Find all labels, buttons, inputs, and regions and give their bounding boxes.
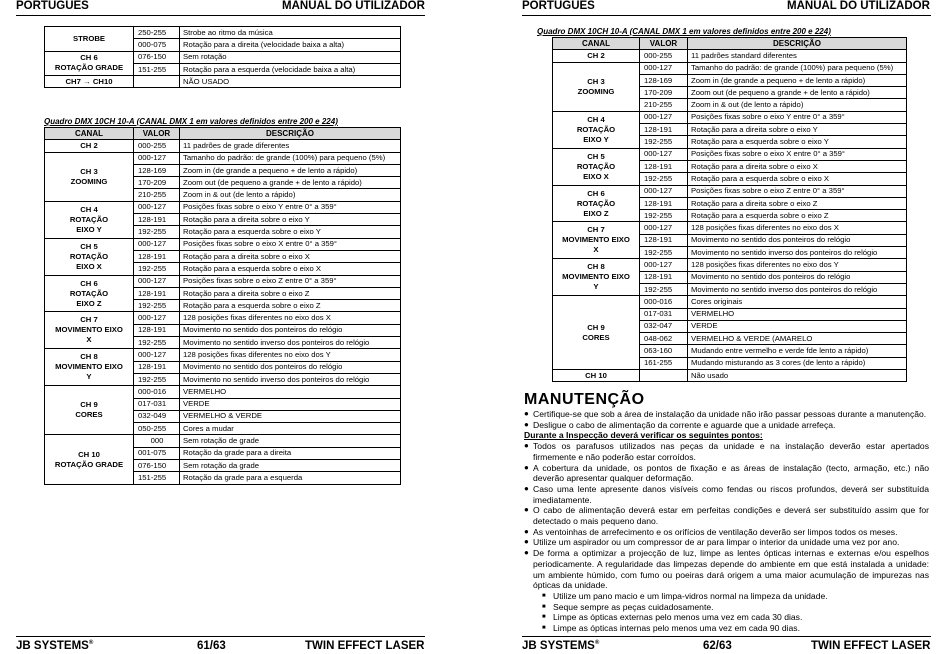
description-cell: Rotação para a esquerda sobre o eixo Y <box>180 226 401 238</box>
description-cell: VERMELHO & VERDE (AMARELO <box>688 333 907 345</box>
value-cell: 000-127 <box>134 152 180 164</box>
description-cell: 11 padrões standard diferentes <box>688 50 907 62</box>
channel-cell: CH 3 ZOOMING <box>553 62 640 111</box>
description-cell: 128 posições fixas diferentes no eixo dos Y <box>180 349 401 361</box>
description-cell: Rotação da grade para a esquerda <box>180 472 401 484</box>
description-cell: Rotação para a direita sobre o eixo X <box>688 160 907 172</box>
value-cell: 001-075 <box>134 447 180 459</box>
channel-cell: CH 8 MOVIMENTO EIXO Y <box>45 349 134 386</box>
footer-page-number: 61/63 <box>197 640 226 652</box>
description-cell: Rotação para a direita sobre o eixo Z <box>180 287 401 299</box>
channel-cell: CH 5 ROTAÇÃO EIXO X <box>553 148 640 185</box>
value-cell: 000-255 <box>134 140 180 152</box>
description-cell: Não usado <box>688 370 907 382</box>
table-row <box>45 275 401 287</box>
dmx-table <box>44 127 401 485</box>
header-manual: MANUAL DO UTILIZADOR <box>282 0 425 12</box>
value-cell: 063-160 <box>640 345 688 357</box>
table-row <box>45 152 401 164</box>
bullet-icon: ■ <box>542 603 546 610</box>
description-cell: Rotação para a direita sobre o eixo Y <box>180 214 401 226</box>
channel-cell: CH 6 ROTAÇÃO EIXO Z <box>553 185 640 222</box>
value-cell: 192-255 <box>134 226 180 238</box>
column-header: DESCRIÇÃO <box>180 128 401 140</box>
description-cell: Sem rotação da grade <box>180 460 401 472</box>
column-header: VALOR <box>134 128 180 140</box>
value-cell: 000-127 <box>640 111 688 123</box>
table-row <box>553 370 907 382</box>
bullet-icon: ● <box>524 441 529 451</box>
description-cell: Rotação para a esquerda sobre o eixo Z <box>180 300 401 312</box>
description-cell: Rotação para a direita sobre o eixo Z <box>688 197 907 209</box>
value-cell: 000-255 <box>640 50 688 62</box>
bullet-icon: ● <box>524 526 529 536</box>
list-item-text: Caso uma lente apresente danos visíveis como fendas ou riscos profundos, deverá ser substituída imediatamente. <box>533 483 929 505</box>
list-item-text: De forma a optimizar a projecção de luz, limpe as lentes ópticas internas e externas e/ou espelhos periodicamente. A regularidade das limpezas depende do ambiente em que está instalada a unidade: um ambiente húmido, com fumo ou poeiras dará origem a uma maior acumulação de impurezas nas ópticas da unidade. <box>533 548 929 591</box>
channel-cell: CH 9 CORES <box>45 386 134 435</box>
value-cell: 128-191 <box>134 324 180 336</box>
value-cell: 000-127 <box>640 185 688 197</box>
list-item-text: Limpe as ópticas externas pelo menos uma vez em cada 30 dias. <box>553 612 803 623</box>
table-row <box>45 76 401 88</box>
description-cell: Cores a mudar <box>180 423 401 435</box>
description-cell: Rotação para a esquerda sobre o eixo X <box>688 173 907 185</box>
value-cell: 192-255 <box>640 173 688 185</box>
table-row <box>553 148 907 160</box>
channel-cell: CH 9 CORES <box>553 296 640 370</box>
dmx-table <box>552 37 907 382</box>
header-rule <box>16 15 425 16</box>
description-cell: Zoom in & out (de lento a rápido) <box>180 189 401 201</box>
table-caption: Quadro DMX 10CH 10-A (CANAL DMX 1 em valores definidos entre 200 e 224) <box>537 27 831 36</box>
value-cell: 192-255 <box>134 300 180 312</box>
list-item <box>524 409 929 420</box>
value-cell: 000-127 <box>640 222 688 234</box>
description-cell: Posições fixas sobre o eixo Y entre 0° a 359° <box>180 201 401 213</box>
value-cell: 000-075 <box>134 39 180 51</box>
description-cell: Sem rotação <box>180 51 401 63</box>
description-cell: VERMELHO <box>688 308 907 320</box>
channel-cell: CH 2 <box>45 140 134 152</box>
value-cell: 128-191 <box>640 271 688 283</box>
value-cell: 128-191 <box>640 197 688 209</box>
maintenance-title: MANUTENÇÃO <box>524 391 645 408</box>
description-cell: Zoom in (de grande a pequeno + de lento a rápido) <box>688 74 907 86</box>
list-item <box>524 505 929 526</box>
value-cell: 192-255 <box>640 247 688 259</box>
footer-product: TWIN EFFECT LASER <box>305 640 425 652</box>
table-caption: Quadro DMX 10CH 10-A (CANAL DMX 1 em valores definidos entre 200 e 224) <box>44 117 338 126</box>
table-row <box>553 111 907 123</box>
list-item-text: Limpe as ópticas internas pelo menos uma vez em cada 90 dias. <box>553 623 800 634</box>
table-row <box>45 386 401 398</box>
bullet-icon: ■ <box>542 592 546 599</box>
value-cell: 000-127 <box>134 238 180 250</box>
description-cell: Posições fixas sobre o eixo X entre 0° a 359° <box>688 148 907 160</box>
channel-cell: CH 10 <box>553 370 640 382</box>
description-cell: VERMELHO & VERDE <box>180 410 401 422</box>
table-header-row <box>45 128 401 140</box>
description-cell: Posições fixas sobre o eixo Z entre 0° a 359° <box>688 185 907 197</box>
list-item-text: Todos os parafusos utilizados nas peças da unidade e na instalação deverão estar apertados firmemente e não poderão estar corroídos. <box>533 441 929 462</box>
footer-brand: JB SYSTEMS® <box>16 640 94 652</box>
description-cell: 128 posições fixas diferentes no eixo dos Y <box>688 259 907 271</box>
footer-rule <box>522 636 931 637</box>
description-cell: Sem rotação de grade <box>180 435 401 447</box>
list-item <box>524 548 929 591</box>
bullet-icon: ● <box>524 483 529 493</box>
table-row <box>553 222 907 234</box>
list-item <box>524 463 929 484</box>
description-cell: Rotação para a direita sobre o eixo X <box>180 250 401 262</box>
list-item-text: Desligue o cabo de alimentação da corrente e aguarde que a unidade arrefeça. <box>533 419 836 430</box>
list-item <box>524 484 929 505</box>
value-cell: 128-191 <box>640 234 688 246</box>
sub-list-item <box>524 612 929 623</box>
value-cell: 000-127 <box>134 349 180 361</box>
description-cell: Strobe ao ritmo da música <box>180 27 401 39</box>
description-cell: 128 posições fixas diferentes no eixo dos X <box>180 312 401 324</box>
value-cell: 050-255 <box>134 423 180 435</box>
value-cell <box>134 76 180 88</box>
column-header: VALOR <box>640 38 688 50</box>
description-cell: Tamanho do padrão: de grande (100%) para pequeno (5%) <box>180 152 401 164</box>
footer-product: TWIN EFFECT LASER <box>811 640 931 652</box>
channel-cell: CH 10 ROTAÇÃO GRADE <box>45 435 134 484</box>
value-cell: 192-255 <box>640 210 688 222</box>
list-item <box>524 441 929 462</box>
description-cell: VERDE <box>688 320 907 332</box>
value-cell: 048-062 <box>640 333 688 345</box>
channel-cell: CH 5 ROTAÇÃO EIXO X <box>45 238 134 275</box>
header-rule <box>522 15 931 16</box>
list-item-text: Utilize um aspirador ou um compressor de ar para limpar o interior da unidade uma vez por ano. <box>533 537 900 548</box>
description-cell: Movimento no sentido inverso dos ponteiros do relógio <box>180 337 401 349</box>
bullet-icon: ● <box>524 537 529 547</box>
value-cell: 076-150 <box>134 51 180 63</box>
list-item <box>524 527 929 538</box>
table-row <box>45 201 401 213</box>
value-cell: 128-191 <box>640 124 688 136</box>
description-cell: Movimento no sentido inverso dos ponteiros do relógio <box>688 283 907 295</box>
value-cell: 128-169 <box>640 74 688 86</box>
value-cell: 192-255 <box>134 263 180 275</box>
description-cell: Rotação para a esquerda sobre o eixo Z <box>688 210 907 222</box>
channel-cell: CH 4 ROTAÇÃO EIXO Y <box>45 201 134 238</box>
value-cell: 076-150 <box>134 460 180 472</box>
description-cell: Posições fixas sobre o eixo X entre 0° a 359° <box>180 238 401 250</box>
channel-cell: CH 7 MOVIMENTO EIXO X <box>553 222 640 259</box>
value-cell: 192-255 <box>134 373 180 385</box>
value-cell: 170-209 <box>134 177 180 189</box>
description-cell: Mudando misturando as 3 cores (de lento a rápido) <box>688 357 907 369</box>
list-item <box>524 537 929 548</box>
value-cell: 128-191 <box>134 361 180 373</box>
description-cell: VERDE <box>180 398 401 410</box>
header-language: PORTUGUÊS <box>16 0 89 12</box>
channel-cell: CH7 → CH10 <box>45 76 134 88</box>
dmx-table-continued <box>44 26 401 88</box>
table-row <box>553 259 907 271</box>
channel-cell: CH 6 ROTAÇÃO GRADE <box>45 51 134 76</box>
value-cell: 210-255 <box>640 99 688 111</box>
description-cell: Movimento no sentido dos ponteiros do relógio <box>180 324 401 336</box>
table-row <box>553 62 907 74</box>
channel-cell: CH 2 <box>553 50 640 62</box>
value-cell: 250-255 <box>134 27 180 39</box>
value-cell: 210-255 <box>134 189 180 201</box>
value-cell: 128-191 <box>134 214 180 226</box>
inspection-heading: Durante a Inspecção deverá verificar os seguintes pontos: <box>524 430 763 441</box>
value-cell: 000-016 <box>134 386 180 398</box>
description-cell: 11 padrões de grade diferentes <box>180 140 401 152</box>
bullet-icon: ● <box>524 462 529 472</box>
table-row <box>553 296 907 308</box>
value-cell: 192-255 <box>640 283 688 295</box>
value-cell: 000-127 <box>640 259 688 271</box>
table-row <box>553 50 907 62</box>
description-cell: Posições fixas sobre o eixo Y entre 0° a 359° <box>688 111 907 123</box>
description-cell: Rotação da grade para a direita <box>180 447 401 459</box>
value-cell: 128-191 <box>640 160 688 172</box>
footer-brand: JB SYSTEMS® <box>522 640 600 652</box>
value-cell: 170-209 <box>640 87 688 99</box>
value-cell: 128-191 <box>134 287 180 299</box>
list-item <box>524 420 929 431</box>
description-cell: Zoom out (de pequeno a grande + de lento a rápido) <box>180 177 401 189</box>
bullet-icon: ● <box>524 505 529 515</box>
value-cell: 128-169 <box>134 164 180 176</box>
description-cell: Cores originais <box>688 296 907 308</box>
table-header-row <box>553 38 907 50</box>
value-cell: 000-127 <box>134 312 180 324</box>
table-row <box>45 238 401 250</box>
sub-list-item <box>524 623 929 634</box>
table-row <box>45 435 401 447</box>
bullet-icon: ● <box>524 419 529 429</box>
bullet-icon: ● <box>524 409 529 418</box>
value-cell: 192-255 <box>134 337 180 349</box>
description-cell: NÃO USADO <box>180 76 401 88</box>
value-cell: 032-049 <box>134 410 180 422</box>
description-cell: Movimento no sentido dos ponteiros do relógio <box>688 271 907 283</box>
value-cell: 017-031 <box>134 398 180 410</box>
description-cell: Rotação para a direita (velocidade baixa a alta) <box>180 39 401 51</box>
list-item-text: A cobertura da unidade, os pontos de fixação e as áreas de instalação (tecto, armação, etc.) não deverão apresentar qualquer deformação. <box>533 462 929 484</box>
header-language: PORTUGUÊS <box>522 0 595 12</box>
channel-cell: CH 8 MOVIMENTO EIXO Y <box>553 259 640 296</box>
value-cell: 000-016 <box>640 296 688 308</box>
list-item-text: Seque sempre as peças cuidadosamente. <box>553 601 714 612</box>
list-item-text: As ventoinhas de arrefecimento e os orifícios de ventilação deverão ser limpos todos os meses. <box>533 526 898 537</box>
list-item-text: O cabo de alimentação deverá estar em perfeitas condições e deverá ser substituído assim que for detectado o mais pequeno dano. <box>533 505 929 527</box>
value-cell: 000-127 <box>640 148 688 160</box>
table-row <box>553 185 907 197</box>
value-cell: 128-191 <box>134 250 180 262</box>
column-header: CANAL <box>45 128 134 140</box>
table-row <box>45 312 401 324</box>
description-cell: Posições fixas sobre o eixo Z entre 0° a 359° <box>180 275 401 287</box>
table-row <box>45 140 401 152</box>
description-cell: 128 posições fixas diferentes no eixo dos X <box>688 222 907 234</box>
channel-cell: CH 7 MOVIMENTO EIXO X <box>45 312 134 349</box>
value-cell: 032-047 <box>640 320 688 332</box>
table-row <box>45 27 401 39</box>
column-header: DESCRIÇÃO <box>688 38 907 50</box>
sub-list-item <box>524 602 929 613</box>
channel-cell: CH 3 ZOOMING <box>45 152 134 201</box>
description-cell: Zoom in (de grande a pequeno + de lento a rápido) <box>180 164 401 176</box>
table-row <box>45 51 401 63</box>
column-header: CANAL <box>553 38 640 50</box>
value-cell: 000-127 <box>640 62 688 74</box>
description-cell: Mudando entre vermelho e verde fde lento a rápido) <box>688 345 907 357</box>
channel-cell: STROBE <box>45 27 134 52</box>
description-cell: Movimento no sentido dos ponteiros do relógio <box>180 361 401 373</box>
value-cell: 017-031 <box>640 308 688 320</box>
description-cell: Movimento no sentido dos ponteiros do relógio <box>688 234 907 246</box>
value-cell: 192-255 <box>640 136 688 148</box>
footer-page-number: 62/63 <box>703 640 732 652</box>
footer-rule <box>16 636 425 637</box>
list-item-text: Utilize um pano macio e um limpa-vidros normal na limpeza da unidade. <box>553 590 828 601</box>
header-manual: MANUAL DO UTILIZADOR <box>787 0 930 12</box>
value-cell <box>640 370 688 382</box>
table-row <box>45 349 401 361</box>
channel-cell: CH 6 ROTAÇÃO EIXO Z <box>45 275 134 312</box>
channel-cell: CH 4 ROTAÇÃO EIXO Y <box>553 111 640 148</box>
description-cell: Movimento no sentido inverso dos ponteiros do relógio <box>688 247 907 259</box>
value-cell: 151-255 <box>134 63 180 75</box>
description-cell: Tamanho do padrão: de grande (100%) para pequeno (5%) <box>688 62 907 74</box>
value-cell: 161-255 <box>640 357 688 369</box>
value-cell: 000-127 <box>134 201 180 213</box>
maintenance-section <box>524 409 929 634</box>
description-cell: Rotação para a esquerda sobre o eixo Y <box>688 136 907 148</box>
value-cell: 000-127 <box>134 275 180 287</box>
value-cell: 151-255 <box>134 472 180 484</box>
description-cell: VERMELHO <box>180 386 401 398</box>
list-item-text: Certifique-se que sob a área de instalação da unidade não irão passar pessoas durante a manutenção. <box>533 409 927 419</box>
bullet-icon: ■ <box>542 614 546 621</box>
description-cell: Zoom in & out (de lento a rápido) <box>688 99 907 111</box>
description-cell: Zoom out (de pequeno a grande + de lento a rápido) <box>688 87 907 99</box>
description-cell: Rotação para a esquerda (velocidade baixa a alta) <box>180 63 401 75</box>
sub-list-item <box>524 591 929 602</box>
bullet-icon: ■ <box>542 625 546 632</box>
bullet-icon: ● <box>524 548 529 558</box>
description-cell: Rotação para a direita sobre o eixo Y <box>688 124 907 136</box>
description-cell: Rotação para a esquerda sobre o eixo X <box>180 263 401 275</box>
value-cell: 000 <box>134 435 180 447</box>
description-cell: Movimento no sentido inverso dos ponteiros do relógio <box>180 373 401 385</box>
